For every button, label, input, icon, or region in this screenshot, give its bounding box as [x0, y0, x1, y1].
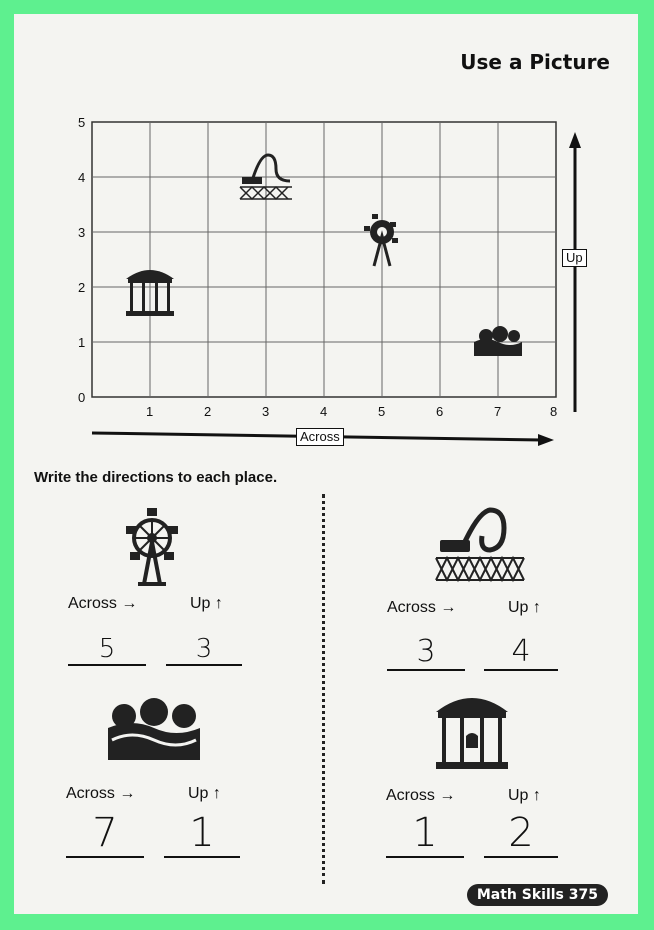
across-answer[interactable]: 3 [387, 634, 465, 671]
across-answer[interactable]: 1 [386, 810, 464, 858]
up-axis-label: Up [562, 249, 587, 267]
up-label: Up ↑ [190, 595, 223, 612]
x-tick: 7 [494, 404, 502, 419]
x-tick: 3 [262, 404, 270, 419]
up-label: Up ↑ [188, 785, 221, 802]
up-label: Up ↑ [508, 599, 541, 616]
roller-coaster-icon [434, 506, 526, 586]
dotted-divider [322, 494, 325, 884]
across-answer[interactable]: 7 [66, 810, 144, 858]
bumper-boats-icon [474, 326, 522, 356]
across-answer[interactable]: 5 [68, 634, 146, 666]
instruction-text: Write the directions to each place. [34, 469, 278, 486]
x-tick: 2 [204, 404, 212, 419]
up-answer[interactable]: 2 [484, 810, 558, 858]
up-label: Up ↑ [508, 787, 541, 804]
y-tick: 3 [78, 225, 86, 240]
across-label: Across → [68, 595, 138, 612]
across-label: Across → [66, 785, 136, 802]
y-tick: 1 [78, 335, 86, 350]
up-answer[interactable]: 3 [166, 634, 242, 666]
y-tick: 2 [78, 280, 86, 295]
ferris-wheel-icon [122, 502, 182, 590]
ferris-wheel-icon [364, 214, 398, 266]
y-tick: 5 [78, 115, 86, 130]
bumper-boats-icon [106, 694, 202, 762]
y-tick: 4 [78, 170, 86, 185]
x-tick: 1 [146, 404, 154, 419]
y-tick: 0 [78, 390, 86, 405]
up-answer[interactable]: 1 [164, 810, 240, 858]
x-tick: 8 [550, 404, 558, 419]
up-answer[interactable]: 4 [484, 634, 558, 671]
carousel-icon [434, 690, 510, 770]
x-tick: 6 [436, 404, 444, 419]
across-axis-label: Across [296, 428, 344, 446]
page-title: Use a Picture [460, 50, 610, 74]
footer-badge: Math Skills 375 [467, 884, 608, 906]
x-tick: 4 [320, 404, 328, 419]
x-tick: 5 [378, 404, 386, 419]
across-label: Across → [386, 787, 456, 804]
worksheet-page [14, 14, 638, 914]
across-label: Across → [387, 599, 457, 616]
